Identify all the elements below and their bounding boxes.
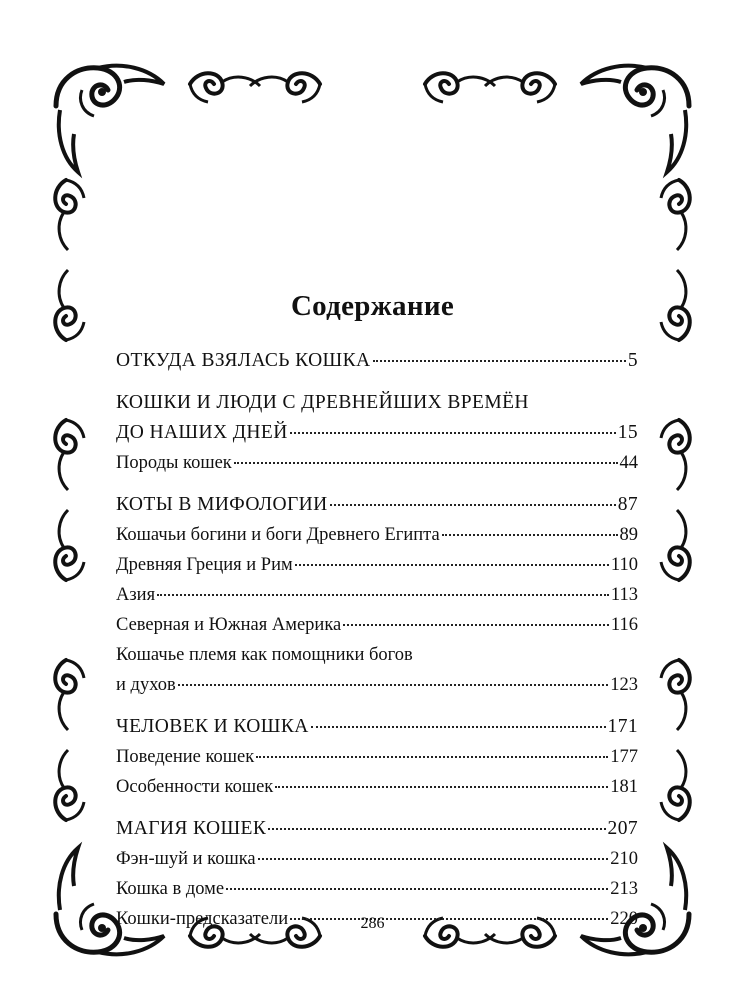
- dot-leader: [178, 683, 609, 686]
- toc-item-3-5-line1[interactable]: Кошачье племя как помощники богов: [116, 645, 413, 665]
- table-of-contents: [116, 346, 638, 934]
- toc-page-number: 213: [610, 879, 638, 899]
- toc-section-2-line1[interactable]: КОШКИ И ЛЮДИ С ДРЕВНЕЙШИХ ВРЕМЁН: [116, 392, 529, 413]
- toc-section-title: ДО НАШИХ ДНЕЙ: [116, 422, 288, 443]
- right-flourish-5: [661, 660, 690, 730]
- right-flourish-1: [661, 180, 690, 250]
- toc-item-title: и духов: [116, 675, 176, 695]
- toc-page-number: 110: [610, 555, 638, 575]
- toc-item-title: Поведение кошек: [116, 747, 255, 767]
- toc-item-title: Особенности кошек: [116, 777, 274, 797]
- left-flourish-3: [55, 420, 84, 490]
- dot-leader: [268, 827, 605, 830]
- toc-item-3-2[interactable]: [116, 550, 638, 580]
- toc-item-title: Кошка в доме: [116, 879, 225, 899]
- toc-section-title: ЧЕЛОВЕК И КОШКА: [116, 716, 309, 737]
- dot-leader: [275, 785, 608, 788]
- corner-ornament-top-right: [581, 66, 689, 172]
- toc-item-title: Древняя Греция и Рим: [116, 555, 293, 575]
- dot-leader: [290, 431, 616, 434]
- toc-item-3-1[interactable]: [116, 520, 638, 550]
- toc-item-3-4[interactable]: [116, 610, 638, 640]
- toc-section-1[interactable]: [116, 346, 638, 376]
- toc-page-number: 89: [619, 525, 638, 545]
- top-flourish-mid-left: [250, 73, 320, 102]
- dot-leader: [343, 623, 609, 626]
- page-title: Содержание: [290, 290, 455, 322]
- dot-leader: [330, 503, 616, 506]
- toc-item-3-3[interactable]: [116, 580, 638, 610]
- toc-item-5-1[interactable]: [116, 844, 638, 874]
- left-flourish-6: [55, 750, 84, 820]
- left-flourish-1: [55, 180, 84, 250]
- toc-section-2[interactable]: [116, 418, 638, 448]
- left-flourish-5: [55, 660, 84, 730]
- toc-item-title: Кошачьи богини и боги Древнего Египта: [116, 525, 440, 545]
- toc-page-number: 113: [610, 585, 638, 605]
- toc-item-title: Породы кошек: [116, 453, 232, 473]
- toc-item-3-5[interactable]: [116, 670, 638, 700]
- toc-page-number: 207: [607, 818, 638, 839]
- toc-item-title: Северная и Южная Америка: [116, 615, 342, 635]
- right-flourish-4: [661, 510, 690, 580]
- toc-section-4[interactable]: [116, 712, 638, 742]
- dot-leader: [442, 533, 618, 536]
- dot-leader: [295, 563, 609, 566]
- corner-ornament-top-left: [56, 66, 164, 172]
- toc-page-number: 181: [610, 777, 638, 797]
- toc-page-number: 210: [610, 849, 638, 869]
- dot-leader: [258, 857, 609, 860]
- toc-section-3[interactable]: [116, 490, 638, 520]
- top-flourish-mid-right: [425, 73, 495, 102]
- top-flourish-left: [190, 73, 260, 102]
- toc-page-number: 116: [610, 615, 638, 635]
- right-flourish-6: [661, 750, 690, 820]
- toc-page-number: 171: [607, 716, 638, 737]
- toc-section-title: МАГИЯ КОШЕК: [116, 818, 267, 839]
- toc-item-title: Кошки-предсказатели: [116, 909, 289, 929]
- toc-page-number: 220: [610, 909, 638, 929]
- dot-leader: [256, 755, 608, 758]
- dot-leader: [373, 359, 626, 362]
- toc-page-number: 123: [610, 675, 638, 695]
- toc-item-4-2[interactable]: [116, 772, 638, 802]
- toc-page-number: 87: [617, 494, 638, 515]
- dot-leader: [311, 725, 606, 728]
- toc-page-number: 177: [610, 747, 638, 767]
- left-flourish-4: [55, 510, 84, 580]
- right-flourish-3: [661, 420, 690, 490]
- toc-page-number: 15: [617, 422, 638, 443]
- dot-leader: [157, 593, 609, 596]
- toc-section-5[interactable]: [116, 814, 638, 844]
- toc-item-title: Фэн-шуй и кошка: [116, 849, 256, 869]
- toc-section-title: ОТКУДА ВЗЯЛАСЬ КОШКА: [116, 350, 371, 371]
- toc-section-title: КОТЫ В МИФОЛОГИИ: [116, 494, 328, 515]
- top-flourish-right: [485, 73, 555, 102]
- toc-page-number: 44: [619, 453, 638, 473]
- toc-item-title: Азия: [116, 585, 156, 605]
- toc-item-5-2[interactable]: [116, 874, 638, 904]
- toc-item-4-1[interactable]: [116, 742, 638, 772]
- toc-page-number: 5: [627, 350, 638, 371]
- dot-leader: [226, 887, 608, 890]
- page-number: 286: [360, 915, 385, 932]
- toc-item-2-1[interactable]: [116, 448, 638, 478]
- dot-leader: [234, 461, 618, 464]
